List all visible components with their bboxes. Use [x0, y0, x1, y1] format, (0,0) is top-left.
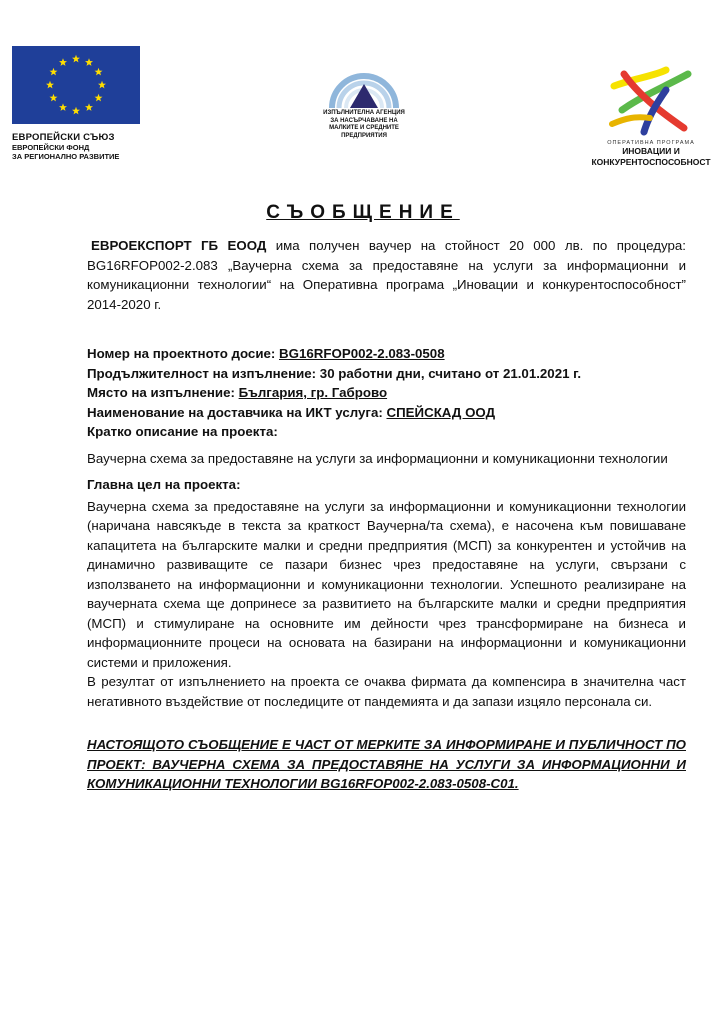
- result-paragraph: В резултат от изпълнението на проекта се очаква фирмата да компенсира в значителна част негативното въздействие от последиците от пандемията и да запази изцяло персонала си.: [87, 674, 686, 709]
- place: [87, 383, 686, 403]
- dossier-value: BG16RFOP002-2.083-0508: [279, 346, 445, 361]
- program-name-line-1: ИНОВАЦИИ И: [622, 146, 680, 156]
- dossier-label: Номер на проектното досие:: [87, 346, 280, 361]
- supplier-label: Наименование на доставчика на ИКТ услуга:: [87, 404, 387, 420]
- agency-arc-icon: [326, 44, 402, 110]
- supplier-value: СПЕЙСКАД ООД: [386, 404, 496, 420]
- program-logo: [588, 66, 714, 168]
- place-label: Място на изпълнение:: [87, 385, 239, 400]
- eu-logo-title: ЕВРОПЕЙСКИ СЪЮЗ: [12, 132, 115, 143]
- place-value: България, гр. Габрово: [238, 385, 388, 400]
- program-ribbons-icon: [606, 66, 696, 136]
- announcement-body: [87, 236, 686, 794]
- eu-logo-fund: ЕВРОПЕЙСКИ ФОНД: [12, 143, 90, 152]
- eu-logo: [12, 46, 147, 161]
- dossier-number: [87, 344, 686, 364]
- company-name: ЕВРОЕКСПОРТ ГБ ЕООД: [91, 238, 267, 253]
- header-logos: [0, 0, 726, 180]
- agency-logo: [318, 44, 410, 140]
- agency-line-4: ПРЕДПРИЯТИЯ: [341, 132, 387, 139]
- supplier: [87, 403, 686, 423]
- agency-line-3: МАЛКИТЕ И СРЕДНИТЕ: [329, 125, 399, 131]
- duration: Продължителност на изпълнение: 30 работни дни, считано от 21.01.2021 г.: [87, 365, 582, 381]
- main-goal-heading: Главна цел на проекта:: [87, 477, 241, 492]
- agency-line-1: ИЗПЪЛНИТЕЛНА АГЕНЦИЯ: [323, 110, 405, 116]
- intro-text: има получен ваучер на стойност 20 000 лв. по процедура: BG16RFOP002-2.083 „Ваучерна схема за предоставяне на услуги за информационни и комуникационни технологии“ на Оперативна програма „Иновации и конкурентоспособност” 2014-2020 г.: [87, 238, 686, 312]
- main-goal-paragraph: Ваучерна схема за предоставяне на услуги за информационни и комуникационни технологии (наричана навсякъде в текста за краткост Ваучерна/та схема), е насочена към повишаване капацитета на българските малки и средни предприятия (МСП) за конкурентен и устойчив на динамично развиващите се пазари бизнес чрез предоставяне на услуги, свързани с използването на информационни и комуникационни технологии. Успешното реализиране на ваучерната схема ще допринесе за развитието на българските малки и средни предприятия (МСП) и стимулиране на основните им дейности чрез трансформиране на бизнеса и информационните процеси на основата на базирани на информационни и комуникационни системи и приложения.: [87, 498, 686, 670]
- short-description-heading: Кратко описание на проекта:: [87, 424, 278, 439]
- eu-flag-icon: [12, 46, 140, 124]
- short-description: Ваучерна схема за предоставяне на услуги за информационни и комуникационни технологии: [87, 450, 668, 466]
- eu-logo-fund-sub: ЗА РЕГИОНАЛНО РАЗВИТИЕ: [12, 152, 120, 161]
- program-name-line-2: КОНКУРЕНТОСПОСОБНОСТ: [591, 157, 711, 167]
- intro-paragraph: [87, 236, 686, 314]
- page-title: СЪОБЩЕНИЕ: [266, 202, 460, 223]
- program-caption: ОПЕРАТИВНА ПРОГРАМА: [607, 140, 695, 146]
- publicity-note: НАСТОЯЩОТО СЪОБЩЕНИЕ Е ЧАСТ ОТ МЕРКИТЕ ЗА ИНФОРМИРАНЕ И ПУБЛИЧНОСТ ПО ПРОЕКТ: ВАУЧЕРНА СХЕМА ЗА ПРЕДОСТАВЯНЕ НА УСЛУГИ ЗА ИНФОРМАЦИОННИ И КОМУНИКАЦИОННИ ТЕХНОЛОГИИ BG16RFOP002-2.083-0508-С01.: [87, 737, 686, 791]
- agency-line-2: ЗА НАСЪРЧАВАНЕ НА: [330, 117, 398, 124]
